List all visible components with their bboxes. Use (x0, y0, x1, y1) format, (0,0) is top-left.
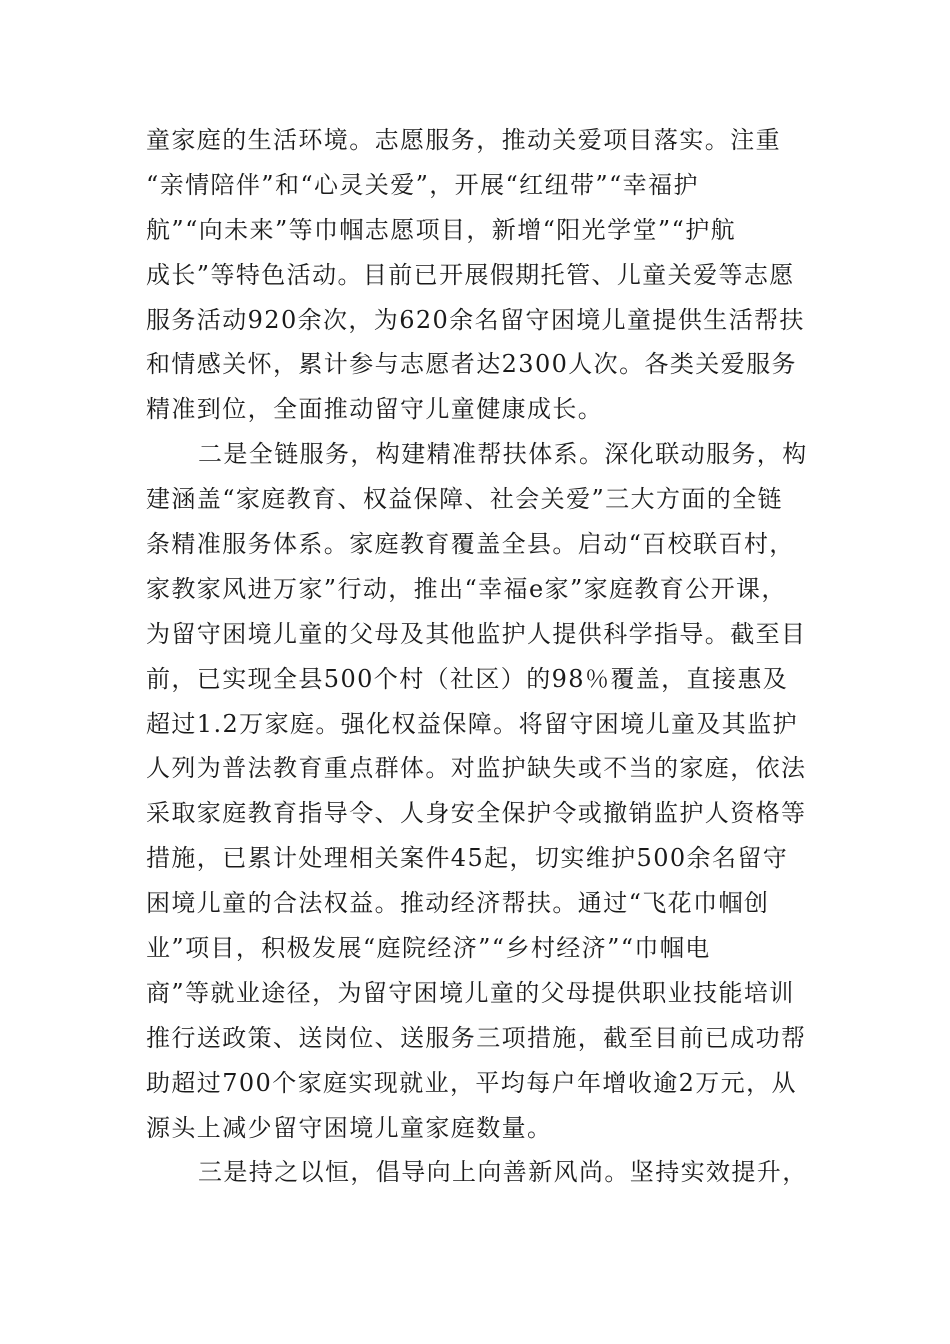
body-text (146, 118, 826, 1195)
text-line: 航”“向未来”等巾帼志愿项目，新增“阳光学堂”“护航 (146, 215, 737, 244)
text-line: 家教家风进万家”行动，推出“幸福e家”家庭教育公开课， (146, 574, 787, 603)
paragraph-first-line: 三是持之以恒，倡导向上向善新风尚。坚持实效提升， (198, 1158, 808, 1187)
text-line: 为留守困境儿童的父母及其他监护人提供科学指导。截至目 (146, 619, 807, 648)
text-line: 业”项目，积极发展“庭院经济”“乡村经济”“巾帼电 (146, 934, 711, 963)
text-line: 困境儿童的合法权益。推动经济帮扶。通过“飞花巾帼创 (146, 889, 770, 918)
text-line: 条精准服务体系。家庭教育覆盖全县。启动“百校联百村， (146, 530, 795, 559)
text-line: 前，已实现全县500个村（社区）的98％覆盖，直接惠及 (146, 664, 789, 693)
text-line: 助超过700个家庭实现就业，平均每户年增收逾2万元，从 (146, 1068, 797, 1097)
text-line: 精准到位，全面推动留守儿童健康成长。 (146, 395, 604, 424)
text-line: 人列为普法教育重点群体。对监护缺失或不当的家庭，依法 (146, 754, 807, 783)
text-line: 源头上减少留守困境儿童家庭数量。 (146, 1113, 553, 1142)
text-line: 商”等就业途径，为留守困境儿童的父母提供职业技能培训 (146, 978, 795, 1007)
text-line: 和情感关怀，累计参与志愿者达2300人次。各类关爱服务 (146, 350, 797, 379)
text-line: 措施，已累计处理相关案件45起，切实维护500余名留守 (146, 844, 789, 873)
text-line: 服务活动920余次，为620余名留守困境儿童提供生活帮扶 (146, 305, 805, 334)
text-line: 建涵盖“家庭教育、权益保障、社会关爱”三大方面的全链 (146, 485, 783, 514)
text-line: 超过1.2万家庭。强化权益保障。将留守困境儿童及其监护 (146, 709, 798, 738)
paragraph-first-line: 二是全链服务，构建精准帮扶体系。深化联动服务，构 (198, 440, 808, 469)
text-line: 童家庭的生活环境。志愿服务，推动关爱项目落实。注重 (146, 126, 781, 154)
text-line: 采取家庭教育指导令、人身安全保护令或撤销监护人资格等 (146, 799, 807, 828)
text-line: “亲情陪伴”和“心灵关爱”，开展“红纽带”“幸福护 (146, 170, 699, 199)
text-line: 推行送政策、送岗位、送服务三项措施，截至目前已成功帮 (146, 1023, 807, 1052)
text-line: 成长”等特色活动。目前已开展假期托管、儿童关爱等志愿 (146, 260, 795, 289)
